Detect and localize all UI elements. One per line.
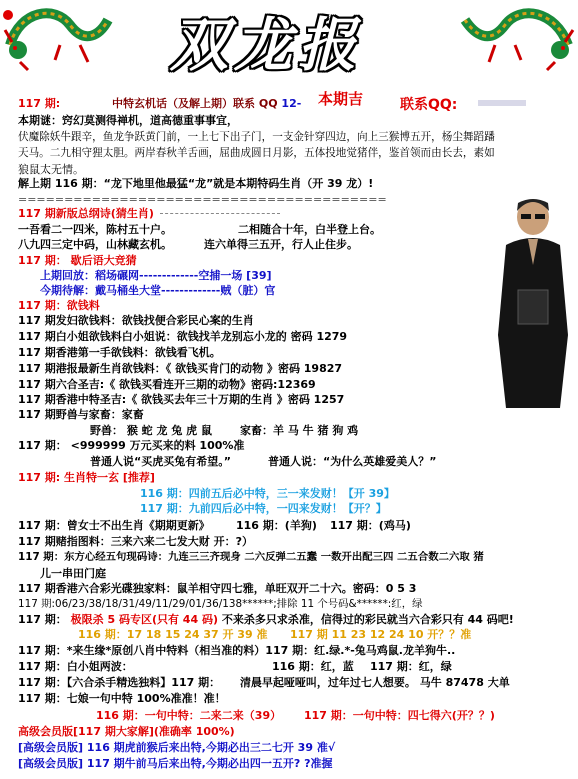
- vip-header: 高级会员版[117 期大家解](准确率 100%): [18, 725, 235, 738]
- riddle-line-3: 天马。二九相守狸太胆。两岸春秋羊舌画，屈曲成圆日月影，五体投地觉猪伴，鉴首领而由长去，素如: [18, 147, 495, 159]
- riddle-line-1: 本期谜：窍幻莫测得禅机，道高德重事事宜，: [18, 114, 238, 127]
- white-miss-117: 117 期：红，绿: [370, 660, 452, 673]
- poem-line-1a: 一吾看二一四米，陈村五十户。: [18, 223, 172, 236]
- heart-sutra-line-2: 儿一串田门庭: [40, 567, 106, 580]
- saying-current: 今期待解：戴马桶坐大堂-------------贼（脏）官: [40, 284, 276, 297]
- money-line-4: 117 期港报最新生肖欲钱料：《 欲钱买肯门的动物 》密码 19827: [18, 362, 343, 375]
- white-miss-line: 117 期：白小姐两波：: [18, 660, 133, 673]
- million-line: 117 期： <999999 万元买来的料 100%准: [18, 439, 245, 452]
- riddle-tail: 12-: [281, 97, 302, 110]
- riddle-solution: 解上期 116 期：“龙下地里他最猛“龙”就是本期特码生肖（开 39 龙）!: [18, 177, 374, 190]
- poem-line-1b: 二相随合十年，白半登上台。: [238, 223, 381, 236]
- wild-animals: 野兽： 猴 蛇 龙 兔 虎 鼠: [90, 424, 212, 437]
- killer-text: 清晨早起哑哑叫，过年过七人想要。 马牛 87478 大单: [239, 676, 510, 689]
- money-line-1: 117 期发妇欲钱料：欲钱找便合彩民心案的生肖: [18, 314, 254, 327]
- separator: ========================================: [18, 193, 387, 206]
- zodiac-117: 117 期：九前四后必中特，一四来发财！【开？】: [140, 502, 387, 515]
- page-title: 双龙报: [170, 11, 363, 79]
- exclude-line: 117 期:06/23/38/18/31/49/11/29/01/36/138******;排除 11 个号码&******:红，绿: [18, 598, 423, 610]
- kill5-116: 116 期：17 18 15 24 37 开 39 准: [78, 628, 268, 641]
- heart-sutra-line: 117 期：东方心经五句现码诗：九连三三齐现身 二六反弹二五蠢 一数开出配三四 二五合数二六取 猪: [18, 551, 484, 563]
- one-sentence-117: 117 期：一句中特：四七得六(开？？): [304, 709, 495, 722]
- kill5-text: 不来杀多只求杀准，信得过的彩民就当六合彩只有 44 码吧!: [221, 613, 514, 626]
- money-line-5: 117 期六合圣吉:《 欲钱买看连开三期的动物》密码:12369: [18, 378, 316, 391]
- kill5-period: 117 期：: [18, 613, 67, 626]
- zodiac-header: 117 期: 生肖特一玄 [推荐]: [18, 471, 155, 484]
- kill5-label: 极限杀 5 码专区(只有 44 码): [70, 613, 218, 626]
- riddle-title: 中特玄机话（及解上期）联系 QQ: [112, 97, 278, 110]
- riddle-header: [18, 96, 301, 111]
- money-header: 117 期：欲钱料: [18, 299, 100, 312]
- killer-label: 117 期：【六合杀手精选独料】117 期：: [18, 676, 221, 689]
- money-line-2: 117 期白小姐欲钱料白小姐说：欲钱找羊龙别忘小龙的 密码 1279: [18, 330, 348, 343]
- eight-zodiac-line: 117 期：*来生缘*原创八肖中特料（相当准的料）117 期：红.绿.*-兔马鸡鼠.龙羊狗牛..: [18, 644, 456, 657]
- contact-label: 联系QQ:: [400, 97, 458, 113]
- disc-line: 117 期香港六合彩光碟独家料：鼠羊相守四七雅，单旺双开二十六。密码：0 5 3: [18, 582, 417, 595]
- domestic-animals: 家畜：羊 马 牛 猪 狗 鸡: [240, 424, 359, 437]
- money-line-3: 117 期香港第一手欲钱料：欲钱看飞机。: [18, 346, 221, 359]
- right-dragon-icon: [455, 0, 578, 75]
- person-illustration: [488, 195, 578, 410]
- overlay-red-text: 本期吉: [318, 90, 364, 108]
- common-saying-2: 普通人说：“为什么英雄爱美人？”: [268, 455, 437, 468]
- vip-line-1: [高级会员版] 116 期虎前猴后来出特,今期必出三二七开 39 准√: [18, 741, 336, 754]
- kill5-117: 117 期 11 23 12 24 10 开？？准: [290, 628, 472, 641]
- saying-header: 117 期： 歇后语大竞猜: [18, 254, 137, 267]
- riddle-line-4: 狼鼠太无情。: [18, 163, 84, 176]
- zodiac-116: 116 期：四前五后必中特，三一来发财！【开 39】: [140, 487, 395, 500]
- money-line-6: 117 期香港中特圣吉:《 欲钱买去年三十万期的生肖 》密码 1257: [18, 393, 345, 406]
- ms-zeng-117: 117 期：(鸡马): [330, 519, 411, 532]
- poem-line-2b: 连六单得三五开，行人止住步。: [204, 238, 358, 251]
- contact-blur: [478, 100, 526, 106]
- poem-line-2a: 八九四三定中码，山林藏玄机。: [18, 238, 172, 251]
- seven-lady-line: 117 期：七娘一句中特 100%准准！准！: [18, 692, 226, 705]
- poem-header: 117 期新版总纲诗(猜生肖): [18, 207, 154, 220]
- poem-header-underline: [160, 213, 280, 214]
- white-miss-116: 116 期：红，蓝: [272, 660, 354, 673]
- period-label: 117 期:: [18, 97, 61, 110]
- animals-line: 117 期野兽与家畜：家畜: [18, 408, 144, 421]
- riddle-line-2: 伏魔除妖牛跟辛，鱼龙争跃黄门前，一上七下出子门，一支金针穿四边，向上三猴博五开，杨尘舞蹈蹯: [18, 131, 495, 143]
- one-sentence-116: 116 期：一句中特：二来二来（39）: [96, 709, 282, 722]
- saying-last: 上期回放：稻场碾网-------------空捕一场 [39]: [40, 269, 272, 282]
- gamble-chart-line: 117 期赌指图料：三来六来二七发大财 开：?）: [18, 535, 254, 548]
- ms-zeng-116: 116 期：(羊狗): [236, 519, 317, 532]
- ms-zeng-line: 117 期：曾女士不出生肖《期期更新》: [18, 519, 210, 532]
- left-dragon-icon: [0, 0, 115, 75]
- vip-line-2: [高级会员版] 117 期牛前马后来出特,今期必出四一五开? ?准握: [18, 757, 333, 770]
- common-saying-1: 普通人说“买虎买兔有希望。”: [90, 455, 231, 468]
